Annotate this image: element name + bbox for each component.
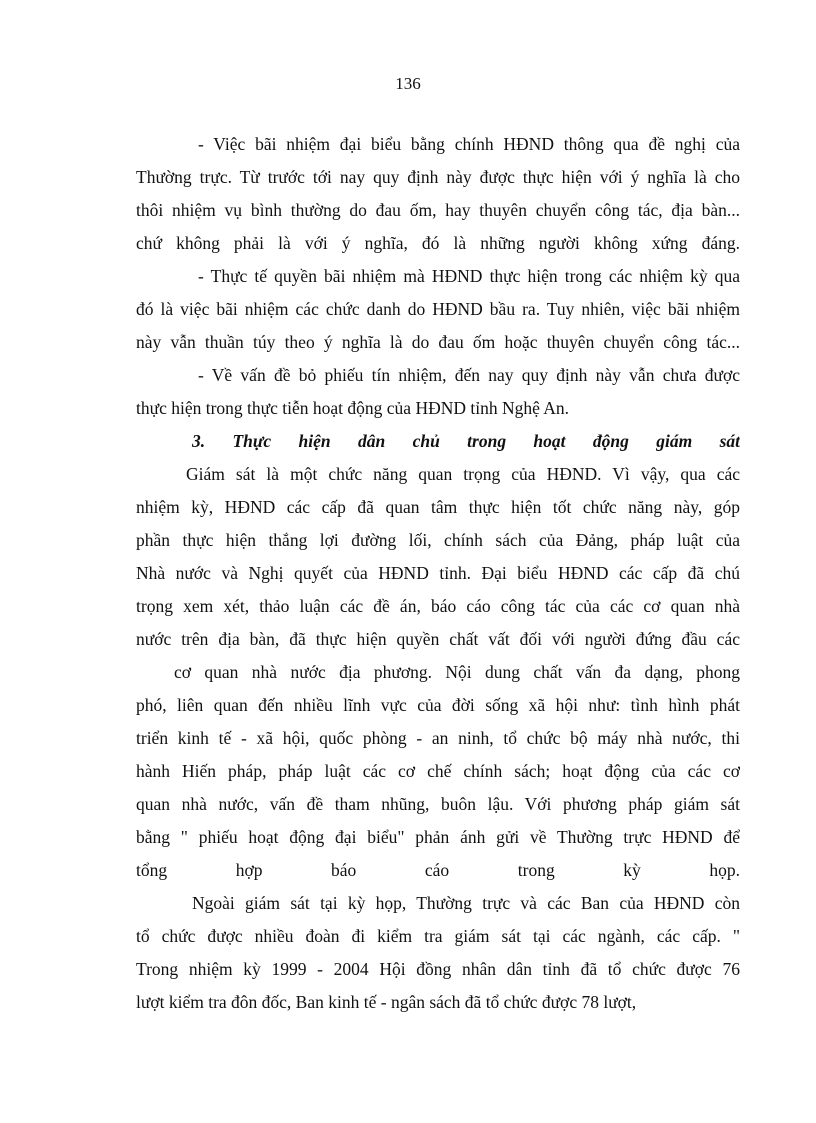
text-line: đó là việc bãi nhiệm các chức danh do HĐND bầu ra. Tuy nhiên, việc bãi nhiệm — [136, 299, 740, 319]
text-line: tổng hợp báo cáo trong kỳ họp. — [136, 860, 740, 880]
document-body — [136, 128, 740, 1019]
text-line: thực hiện trong thực tiễn hoạt động của HĐND tỉnh Nghệ An. — [136, 398, 570, 418]
text-line: - Thực tế quyền bãi nhiệm mà HĐND thực hiện trong các nhiệm kỳ qua — [198, 266, 740, 286]
text-line: nhiệm kỳ, HĐND các cấp đã quan tâm thực hiện tốt chức năng này, góp — [136, 497, 740, 517]
text-line: bằng " phiếu hoạt động đại biểu" phản ánh gửi về Thường trực HĐND để — [136, 827, 740, 847]
text-line: chứ không phải là với ý nghĩa, đó là những người không xứng đáng. — [136, 233, 740, 253]
page-number: 136 — [395, 74, 421, 93]
text-line: Ngoài giám sát tại kỳ họp, Thường trực và các Ban của HĐND còn — [192, 893, 740, 913]
text-line: cơ quan nhà nước địa phương. Nội dung chất vấn đa dạng, phong — [174, 662, 740, 682]
section-heading: 3. Thực hiện dân chủ trong hoạt động giám sát — [192, 431, 740, 451]
text-line: hành Hiến pháp, pháp luật các cơ chế chính sách; hoạt động của các cơ — [136, 761, 740, 781]
text-line: phần thực hiện thắng lợi đường lối, chính sách của Đảng, pháp luật của — [136, 530, 740, 550]
text-line: này vẫn thuần túy theo ý nghĩa là do đau ốm hoặc thuyên chuyển công tác... — [136, 332, 740, 352]
text-line: thôi nhiệm vụ bình thường do đau ốm, hay thuyên chuyển công tác, địa bàn... — [136, 200, 740, 220]
text-line: tổ chức được nhiều đoàn đi kiểm tra giám sát tại các ngành, các cấp. " — [136, 926, 740, 946]
text-line: Trong nhiệm kỳ 1999 - 2004 Hội đồng nhân dân tỉnh đã tổ chức được 76 — [136, 959, 740, 979]
text-line: trọng xem xét, thảo luận các đề án, báo cáo công tác của các cơ quan nhà — [136, 596, 740, 616]
text-line: Giám sát là một chức năng quan trọng của HĐND. Vì vậy, qua các — [186, 464, 740, 484]
text-line: nước trên địa bàn, đã thực hiện quyền chất vất đối với người đứng đầu các — [136, 629, 740, 649]
text-line: quan nhà nước, vấn đề tham nhũng, buôn lậu. Với phương pháp giám sát — [136, 794, 740, 814]
text-line: - Việc bãi nhiệm đại biểu bằng chính HĐND thông qua đề nghị của — [198, 134, 740, 154]
text-line: lượt kiểm tra đôn đốc, Ban kinh tế - ngân sách đã tổ chức được 78 lượt, — [136, 992, 637, 1012]
text-line: - Về vấn đề bỏ phiếu tín nhiệm, đến nay quy định này vẫn chưa được — [198, 365, 740, 385]
text-line: phó, liên quan đến nhiều lĩnh vực của đời sống xã hội như: tình hình phát — [136, 695, 740, 715]
text-line: Nhà nước và Nghị quyết của HĐND tỉnh. Đại biểu HĐND các cấp đã chú — [136, 563, 740, 583]
text-line: Thường trực. Từ trước tới nay quy định này được thực hiện với ý nghĩa là cho — [136, 167, 740, 187]
text-line: triển kinh tế - xã hội, quốc phòng - an ninh, tổ chức bộ máy nhà nước, thi — [136, 728, 740, 748]
